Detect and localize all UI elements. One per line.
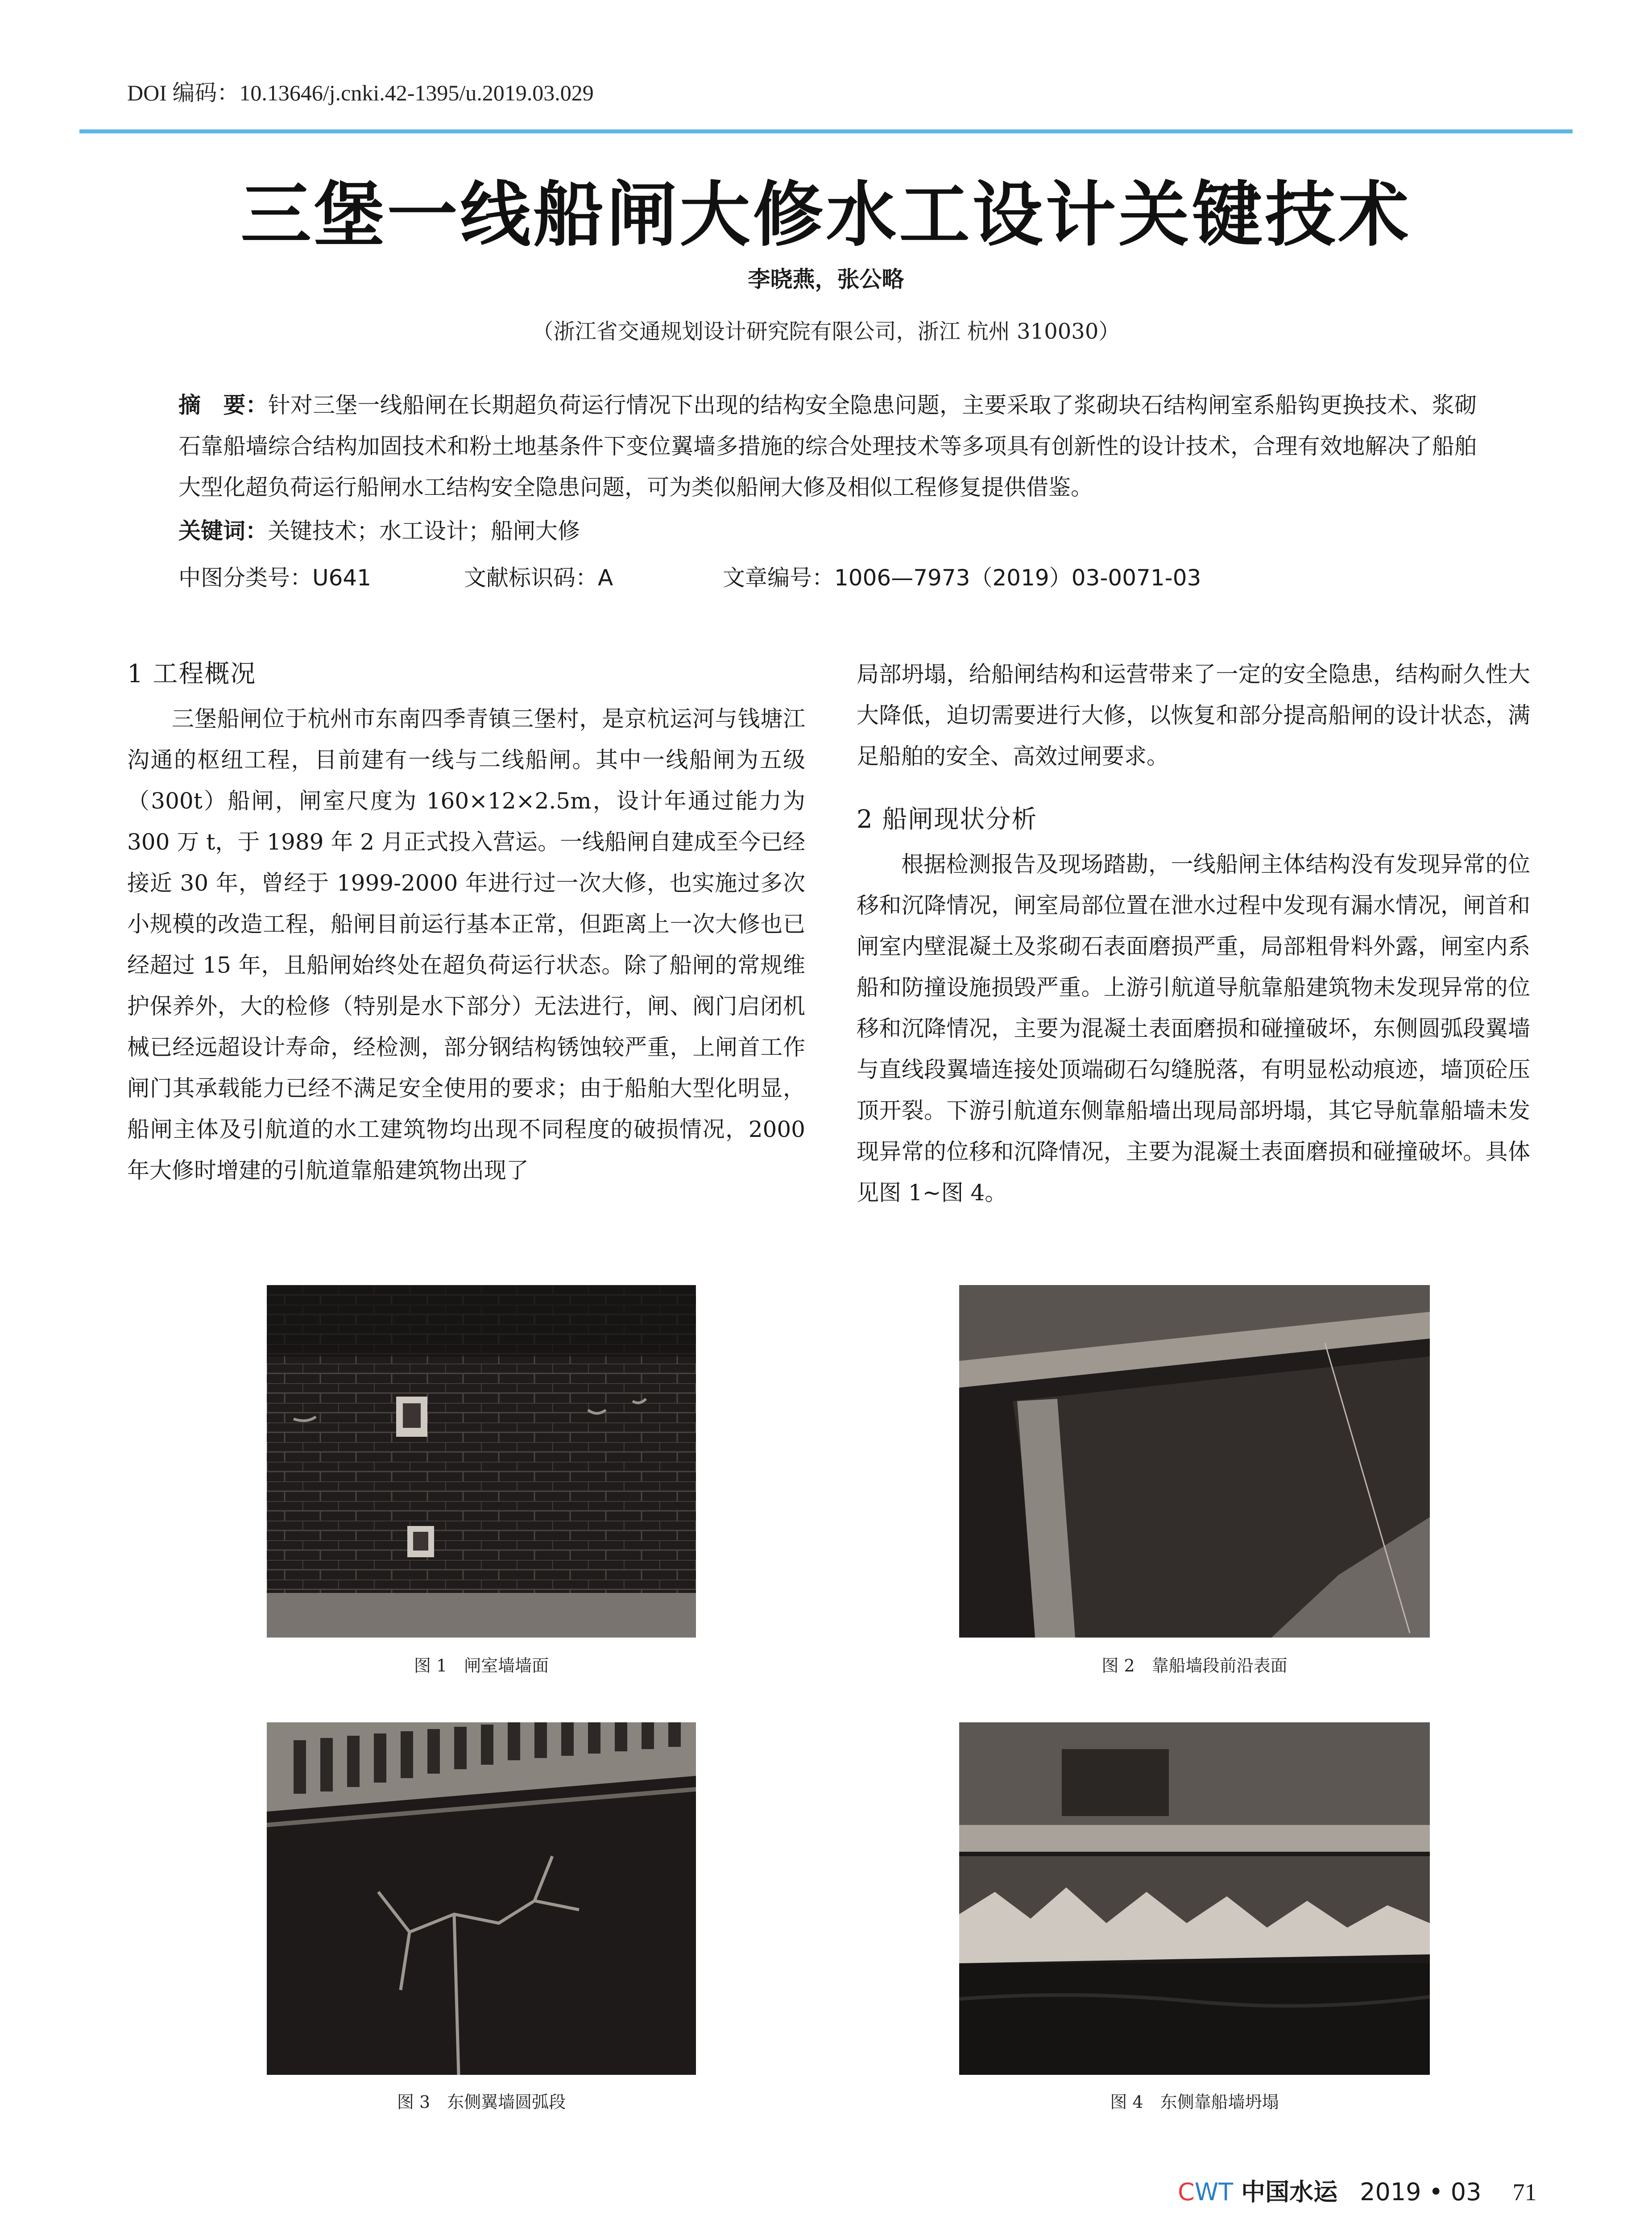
section-heading-1: 1 工程概况 xyxy=(127,659,257,688)
journal-name: 中国水运 xyxy=(1241,2177,1338,2206)
figure-2-image xyxy=(959,1285,1430,1638)
abstract-text: 针对三堡一线船闸在长期超负荷运行情况下出现的结构安全隐患问题，主要采取了浆砌块石结构闸室系船钩更换技术、浆砌石靠船墙综合结构加固技术和粉土地基条件下变位翼墙多措施的综合处理技术等多项具有创新性的设计技术，合理有效地解决了船舶大型化超负荷运行船闸水工结构安全隐患问题，可为类似船闸大修及相似工程修复提供借鉴。 xyxy=(178,392,1477,500)
header-rule xyxy=(79,129,1573,133)
paper-title: 三堡一线船闸大修水工设计关键技术 xyxy=(240,174,1412,256)
right-column xyxy=(857,654,1530,1213)
issue-date: 2019 • 03 xyxy=(1360,2178,1482,2206)
section-heading-2: 2 船闸现状分析 xyxy=(857,805,1038,834)
figure-4-caption: 图 4 东侧靠船墙坍塌 xyxy=(1110,2092,1279,2112)
document-code: 文献标识码：A xyxy=(464,565,613,591)
keywords xyxy=(178,513,580,545)
abstract-label: 摘 要： xyxy=(178,392,268,418)
figure-1-image xyxy=(267,1285,696,1638)
figure-3-caption: 图 3 东侧翼墙圆弧段 xyxy=(397,2092,566,2112)
cwt-logo: CWT xyxy=(1178,2178,1234,2206)
figure-4-image xyxy=(959,1722,1430,2075)
keywords-text: 关键技术；水工设计；船闸大修 xyxy=(268,518,580,544)
authors: 李晓燕，张公略 xyxy=(748,266,904,292)
page-footer xyxy=(1178,2173,1536,2207)
keywords-label: 关键词： xyxy=(178,518,268,544)
page-number: 71 xyxy=(1512,2179,1537,2206)
article-number: 文章编号：1006—7973（2019）03-0071-03 xyxy=(723,565,1201,591)
doi-line: DOI 编码：10.13646/j.cnki.42-1395/u.2019.03.029 xyxy=(127,80,594,105)
section-2-paragraph: 根据检测报告及现场踏勘，一线船闸主体结构没有发现异常的位移和沉降情况，闸室局部位置在泄水过程中发现有漏水情况，闸首和闸室内壁混凝土及浆砌石表面磨损严重，局部粗骨料外露，闸室内系船和防撞设施损毁严重。上游引航道导航靠船建筑物未发现异常的位移和沉降情况，主要为混凝土表面磨损和碰撞破坏，东侧圆弧段翼墙与直线段翼墙连接处顶端砌石勾缝脱落，有明显松动痕迹，墙顶砼压顶开裂。下游引航道东侧靠船墙出现局部坍塌，其它导航靠船墙未发现异常的位移和沉降情况，主要为混凝土表面磨损和碰撞破坏。具体见图 1~图 4。 xyxy=(857,851,1530,1206)
clc-number: 中图分类号：U641 xyxy=(178,565,372,591)
section-1-paragraph: 三堡船闸位于杭州市东南四季青镇三堡村，是京杭运河与钱塘江沟通的枢纽工程，目前建有一线与二线船闸。其中一线船闸为五级（300t）船闸，闸室尺度为 160×12×2.5m，设计年通过能力为 300 万 t，于 1989 年 2 月正式投入营运。一线船闸自建成至今已经接近 30 年，曾经于 1999-2000 年进行过一次大修，也实施过多次小规模的改造工程，船闸目前运行基本正常，但距离上一次大修也已经超过 15 年，且船闸始终处在超负荷运行状态。除了船闸的常规维护保养外，大的检修（特别是水下部分）无法进行，闸、阀门启闭机械已经远超设计寿命，经检测，部分钢结构锈蚀较严重，上闸首工作闸门其承载能力已经不满足安全使用的要求；由于船舶大型化明显，船闸主体及引航道的水工建筑物均出现不同程度的破损情况，2000 年大修时增建的引航道靠船建筑物出现了 xyxy=(127,706,805,1183)
figure-3-image xyxy=(267,1722,696,2075)
left-column xyxy=(127,654,805,1191)
figure-1-caption: 图 1 闸室墙墙面 xyxy=(414,1656,549,1675)
abstract xyxy=(178,385,1477,508)
section-1-paragraph-continued: 局部坍塌，给船闸结构和运营带来了一定的安全隐患，结构耐久性大大降低，迫切需要进行大修，以恢复和部分提高船闸的设计状态，满足船舶的安全、高效过闸要求。 xyxy=(857,661,1530,769)
figure-2-caption: 图 2 靠船墙段前沿表面 xyxy=(1101,1656,1288,1675)
affiliation: （浙江省交通规划设计研究院有限公司，浙江 杭州 310030） xyxy=(532,319,1120,344)
